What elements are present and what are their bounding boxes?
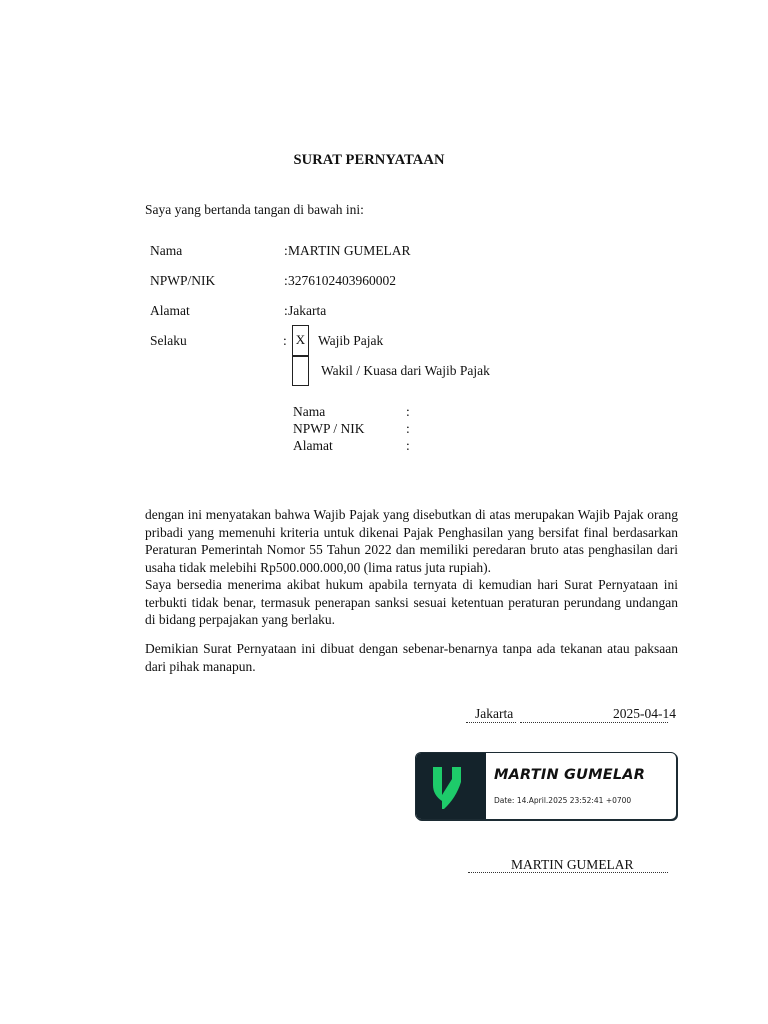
checkbox-label-wajib-pajak: Wajib Pajak [318, 333, 384, 348]
place-dotted-line [466, 722, 516, 723]
role-label: Selaku [150, 333, 187, 348]
npwp-colon: : [284, 273, 288, 288]
e-signature-stamp [415, 752, 677, 820]
role-colon: : [283, 333, 287, 348]
rep-address-label: Alamat [293, 438, 333, 453]
closing-statement [145, 640, 678, 675]
address-colon: : [284, 303, 288, 318]
intro-text: Saya yang bertanda tangan di bawah ini: [145, 202, 364, 217]
checkbox-wakil-kuasa[interactable] [292, 356, 309, 386]
rep-name-label: Nama [293, 404, 326, 419]
signer-name: MARTIN GUMELAR [511, 857, 634, 872]
rep-address-colon: : [406, 438, 410, 453]
rep-name-colon: : [406, 404, 410, 419]
document-title: SURAT PERNYATAAN [293, 152, 445, 168]
statement-paragraph-2: Saya bersedia menerima akibat hukum apabila ternyata di kemudian hari Surat Pernyataan ini terbukti tidak benar, termasuk penerapan sanksi sesuai ketentuan peraturan perundang undangan di bidang perpajakan yang berlaku. [145, 577, 678, 627]
closing-paragraph: Demikian Surat Pernyataan ini dibuat dengan sebenar-benarnya tanpa ada tekanan atau paksaan dari pihak manapun. [145, 641, 678, 674]
name-colon: : [284, 243, 288, 258]
signature-date: 2025-04-14 [613, 706, 676, 721]
name-value: MARTIN GUMELAR [288, 243, 411, 258]
rep-npwp-colon: : [406, 421, 410, 436]
statement-body [145, 506, 678, 629]
name-label: Nama [150, 243, 183, 258]
npwp-label: NPWP/NIK [150, 273, 216, 288]
e-signature-logo-panel [416, 753, 486, 819]
statement-paragraph-1: dengan ini menyatakan bahwa Wajib Pajak yang disebutkan di atas merupakan Wajib Pajak orang pribadi yang memenuhi kriteria untuk dikenai Pajak Penghasilan yang bersifat final berdasarkan Peraturan Pemerintah Nomor 55 Tahun 2022 dan memiliki peredaran bruto atas penghasilan dari usaha tidak melebihi Rp500.000.000,00 (lima ratus juta rupiah). [145, 507, 678, 575]
e-signature-timestamp: Date: 14.April.2025 23:52:41 +0700 [494, 796, 632, 805]
rep-npwp-label: NPWP / NIK [293, 421, 365, 436]
signature-place: Jakarta [475, 706, 514, 721]
privy-logo-icon [416, 753, 486, 820]
checkbox-wajib-pajak[interactable]: X [292, 325, 309, 356]
date-dotted-line [520, 722, 668, 723]
npwp-value: 3276102403960002 [288, 273, 396, 288]
address-label: Alamat [150, 303, 190, 318]
address-value: Jakarta [288, 303, 327, 318]
e-signature-name: MARTIN GUMELAR [494, 767, 646, 783]
checkbox-label-wakil-kuasa: Wakil / Kuasa dari Wajib Pajak [321, 363, 490, 378]
